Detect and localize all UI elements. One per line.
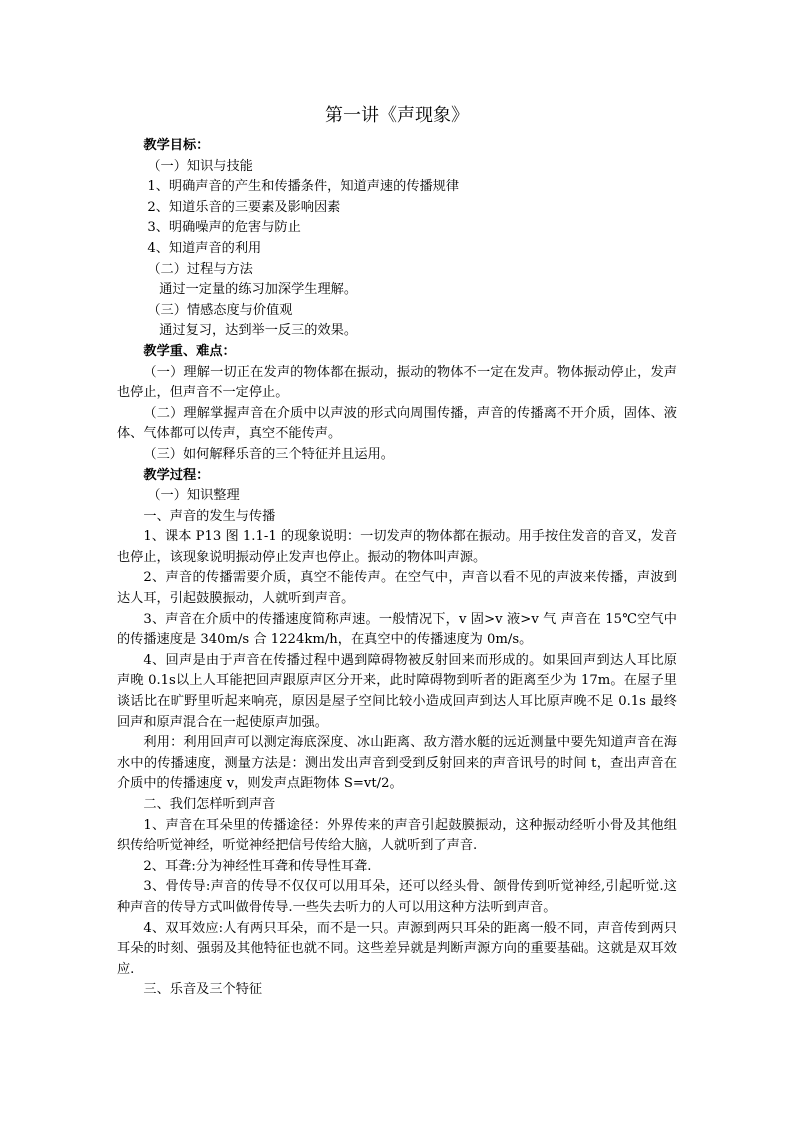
paragraph: （一）理解一切正在发声的物体都在振动，振动的物体不一定在发声。物体振动停止，发声也停止，但声音不一定停止。	[117, 364, 677, 401]
paragraph: 2、耳聋:分为神经性耳聋和传导性耳聋.	[143, 858, 372, 874]
section-heading-process: 教学过程：	[143, 467, 210, 483]
paragraph: 利用：利用回声可以测定海底深度、冰山距离、敌方潜水艇的远近测量中要先知道声音在海水中的传播速度，测量方法是：测出发出声音到受到反射回来的声音讯号的时间 t，查出声音在介质中的传播速度 v，则发声点距物体 S=vt/2。	[117, 735, 677, 792]
subsection-heading: （一）知识整理	[147, 488, 240, 504]
paragraph: 1、声音在耳朵里的传播途径：外界传来的声音引起鼓膜振动，这种振动经听小骨及其他组织传给听觉神经，听觉神经把信号传给大脑，人就听到了声音.	[117, 817, 677, 854]
paragraph: 4、双耳效应:人有两只耳朵，而不是一只。声源到两只耳朵的距离一般不同，声音传到两只耳朵的时刻、强弱及其他特征也就不同。这些差异就是判断声源方向的重要基础。这就是双耳效应.	[117, 920, 677, 977]
list-item: 3、明确噪声的危害与防止	[147, 220, 301, 236]
list-item: 1、明确声音的产生和传播条件，知道声速的传播规律	[147, 179, 460, 195]
subsection-heading: （一）知识与技能	[147, 158, 253, 174]
paragraph: 通过一定量的练习加深学生理解。	[159, 282, 358, 298]
subsection-heading: （三）情感态度与价值观	[147, 302, 293, 318]
subsection-heading: 一、声音的发生与传播	[143, 508, 276, 524]
subsection-heading: 二、我们怎样听到声音	[143, 797, 276, 812]
page-title: 第一讲《声现象》	[325, 105, 469, 126]
subsection-heading: （二）过程与方法	[147, 261, 253, 277]
paragraph: 3、声音在介质中的传播速度简称声速。一般情况下，v 固>v 液>v 气 声音在 15℃空气中的传播速度是 340m/s 合 1224km/h，在真空中的传播速度为 0m/s。	[117, 611, 677, 648]
paragraph: （三）如何解释乐音的三个特征并且运用。	[143, 446, 394, 462]
paragraph: 3、骨传导:声音的传导不仅仅可以用耳朵，还可以经头骨、颌骨传到听觉神经,引起听觉.这种声音的传导方式叫做骨传导.一些失去听力的人可以用这种方法听到声音。	[117, 879, 677, 915]
section-heading-keypoints: 教学重、难点：	[143, 343, 236, 359]
paragraph: 通过复习，达到举一反三的效果。	[159, 323, 358, 339]
list-item: 2、知道乐音的三要素及影响因素	[147, 199, 341, 215]
subsection-heading: 三、乐音及三个特征	[143, 982, 263, 998]
list-item: 4、知道声音的利用	[147, 240, 262, 256]
section-heading-goals: 教学目标：	[143, 138, 210, 153]
document-body	[117, 136, 677, 1001]
paragraph: 1、课本 P13 图 1.1-1 的现象说明：一切发声的物体都在振动。用手按住发音的音叉，发音也停止，该现象说明振动停止发声也停止。振动的物体叫声源。	[117, 529, 677, 565]
paragraph: （二）理解掌握声音在介质中以声波的形式向周围传播，声音的传播离不开介质，固体、液体、气体都可以传声，真空不能传声。	[117, 405, 677, 442]
paragraph: 2、声音的传播需要介质，真空不能传声。在空气中，声音以看不见的声波来传播，声波到达人耳，引起鼓膜振动，人就听到声音。	[117, 570, 677, 607]
paragraph: 4、回声是由于声音在传播过程中遇到障碍物被反射回来而形成的。如果回声到达人耳比原声晚 0.1s以上人耳能把回声跟原声区分开来，此时障碍物到听者的距离至少为 17m。在屋子里谈话比在旷野里听起来响亮，原因是屋子空间比较小造成回声到达人耳比原声晚不足 0.1s 最终回声和原声混合在一起使原声加强。	[117, 652, 677, 730]
